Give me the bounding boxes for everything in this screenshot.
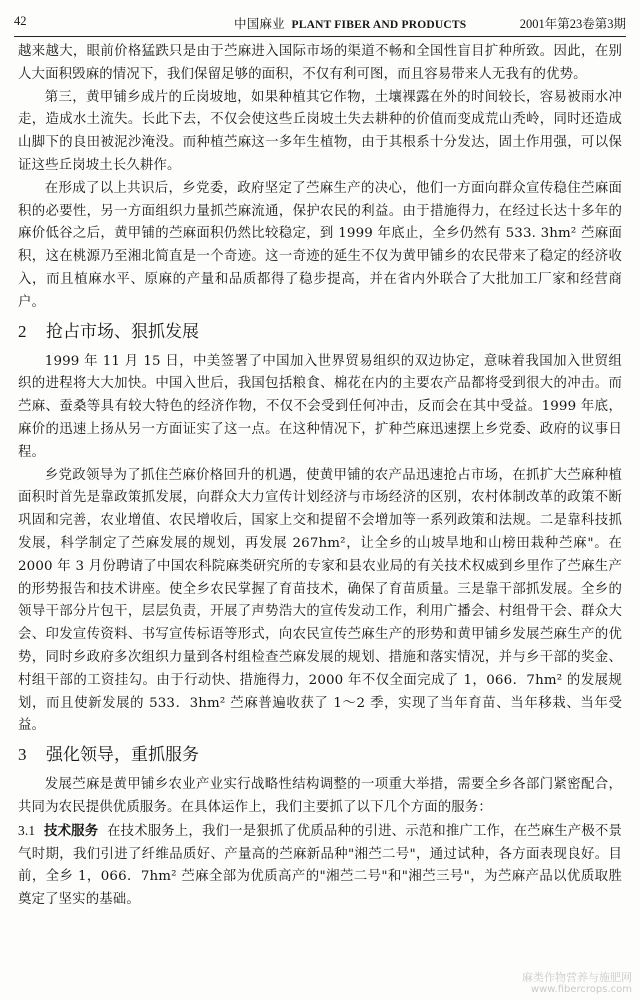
- section-title: 强化领导，重抓服务: [46, 745, 199, 766]
- journal-title: [234, 14, 466, 32]
- header-rule: [14, 36, 626, 37]
- page-number: 42: [14, 14, 27, 28]
- paragraph-continued: 越来越大，眼前价格猛跌只是由于苎麻进入国际市场的渠道不畅和全国性盲目扩种所致。因此，在别人大面积毁麻的情况下，我们保留足够的面积，不仅有利可图，而且容易带来人无我有的优势。: [18, 44, 622, 82]
- section-number: 2: [18, 321, 27, 341]
- issue-info: 2001年第23卷第3期: [519, 17, 626, 31]
- section-title: 抢占市场、狠抓发展: [46, 321, 199, 342]
- paragraph: 1999 年 11 月 15 日，中美签署了中国加入世界贸易组织的双边协定，意味着我国加入世贸组织的进程将大大加快。中国入世后，我国包括粮食、棉花在内的主要农产品都将受到很大的冲击。而苎麻、蚕桑等具有较大特色的经济作物，不仅不会受到任何冲击，反而会在其中受益。1999 年底，麻价的迅速上扬从另一方面证实了这一点。在这种情况下，扩种苎麻迅速摆上乡党委、政府的议事日程。: [18, 353, 622, 460]
- paragraph: 在形成了以上共识后，乡党委，政府坚定了苎麻生产的决心，他们一方面向群众宣传稳住苎麻面积的必要性，另一方面组织力量抓苎麻流通，保护农民的利益。由于措施得力，在经过长达十多年的麻价低谷之后，黄甲铺的苎麻面积仍然比较稳定，到 1999 年底止，全乡仍然有 533. 3hm² 苎麻面积，这在桃源乃至湘北简直是一个奇迹。这一奇迹的延生不仅为黄甲铺乡的农民带来了稳定的经济收入，而且植麻水平、原麻的产量和品质都得了稳步提高，并在省内外联合了大批加工厂家和经营商户。: [18, 180, 622, 310]
- paragraph: 乡党政领导为了抓住苎麻价格回升的机遇，使黄甲铺的农产品迅速抢占市场，在抓扩大苎麻种植面积时首先是靠政策抓发展，向群众大力宣传计划经济与市场经济的区别，农村体制改革的政策不断巩固和完善，农业增值、农民增收后，国家上交和提留不会增加等一系列政策和法规。二是靠科技抓发展，科学制定了苎麻发展的规划，再发展 267hm²，让全乡的山坡旱地和山榜田栽种苎麻"。在 2000 年 3 月份聘请了中国农科院麻类研究所的专家和县农业局的有关技术权威到乡里作了苎麻生产的形势报告和技术讲座。使全乡农民掌握了育苗技术，确保了育苗质量。三是靠干部抓发展。全乡的领导干部分片包干，层层负责，开展了声势浩大的宣传发动工作，利用广播会、村组骨干会、群众大会、印发宣传资料、书写宣传标语等形式，向农民宣传苎麻生产的形势和黄甲铺乡发展苎麻生产的优势，同时乡政府多次组织力量到各村组检查苎麻发展的规划、措施和落实情况，并与乡干部的奖金、村组干部的工资挂勾。由于行动快、措施得力，2000 年不仅全面完成了 1，066．7hm² 的发展规划，而且使新发展的 533．3hm² 苎麻普遍收获了 1～2 季，实现了当年育苗、当年移栽、当年受益。: [18, 467, 622, 734]
- section-heading-2: [18, 320, 622, 344]
- section-heading-3: [18, 743, 622, 767]
- page-header: [14, 12, 626, 32]
- watermark-cn: 麻类作物营养与施肥网: [522, 971, 632, 984]
- subsection-text: 在技术服务上，我们一是狠抓了优质品种的引进、示范和推广工作，在苎麻生产极不景气时期，我们引进了纤维品质好、产量高的苎麻新品种"湘苎二号"，通过试种，各方面表现良好。目前，全乡 1，066．7hm² 苎麻全部为优质高产的"湘苎二号"和"湘苎三号"，为苎麻产品以优质取胜奠定了坚实的基础。: [18, 823, 622, 908]
- subsection-number: 3.1: [18, 822, 36, 838]
- journal-title-en: PLANT FIBER AND PRODUCTS: [291, 19, 467, 31]
- section-number: 3: [18, 745, 27, 765]
- site-watermark: [522, 972, 632, 996]
- subsection-3-1: [18, 820, 622, 912]
- subsection-title: 技术服务: [44, 823, 99, 839]
- journal-title-cn: 中国麻业: [234, 17, 285, 31]
- watermark-url: www.fibercrops.com: [530, 984, 632, 995]
- paragraph: 发展苎麻是黄甲铺乡农业产业实行战略性结构调整的一项重大举措，需要全乡各部门紧密配合，共同为农民提供优质服务。在具体运作上，我们主要抓了以下几个方面的服务：: [18, 777, 622, 815]
- paragraph: 第三，黄甲铺乡成片的丘岗坡地，如果种植其它作物，土壤裸露在外的时间较长，容易被雨水冲走，造成水土流失。长此下去，不仅会使这些丘岗坡土失去耕种的价值而变成荒山秃岭，同时还造成山脚下的良田被泥沙淹没。而种植苎麻这一多年生植物，由于其根系十分发达，固土作用强，可以保证这些丘岗坡土长久耕作。: [18, 89, 622, 173]
- article-body: [18, 41, 622, 912]
